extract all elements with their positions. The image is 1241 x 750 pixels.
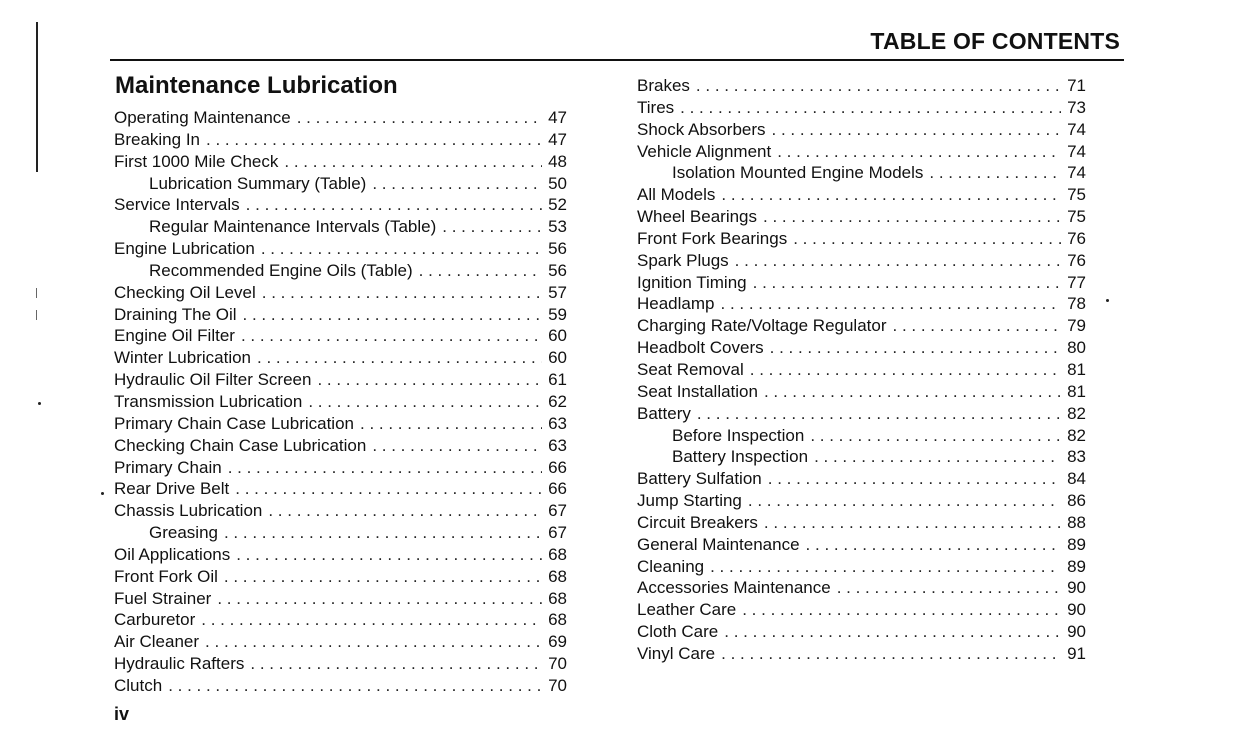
dot-leader	[228, 457, 542, 479]
toc-entry-page: 66	[548, 457, 567, 477]
toc-entry-page: 89	[1067, 556, 1086, 576]
toc-entry-page: 71	[1067, 76, 1086, 95]
toc-entry[interactable]	[114, 413, 567, 435]
scan-speck	[101, 492, 104, 495]
toc-entry-label: Engine Lubrication	[114, 239, 255, 259]
toc-entry-label: General Maintenance	[637, 534, 800, 554]
dot-leader	[806, 534, 1062, 556]
toc-entry-label: Winter Lubrication	[114, 348, 252, 368]
toc-entry[interactable]	[114, 566, 567, 588]
toc-entry-page: 81	[1067, 381, 1086, 401]
toc-entry[interactable]	[637, 315, 1086, 337]
toc-entry-label: Cleaning	[637, 556, 705, 576]
dot-leader	[710, 556, 1061, 578]
toc-entry[interactable]	[114, 151, 567, 173]
margin-line	[36, 22, 38, 172]
toc-entry-page: 56	[548, 239, 567, 259]
toc-entry-label: Ignition Timing	[637, 272, 747, 292]
toc-entry-label: Seat Removal	[637, 359, 744, 379]
toc-entry-page: 73	[1067, 97, 1086, 117]
toc-entry[interactable]	[114, 216, 567, 238]
dot-leader	[257, 347, 542, 369]
toc-entry-page: 47	[548, 129, 567, 149]
dot-leader	[206, 129, 542, 151]
toc-entry-page: 74	[1067, 119, 1086, 139]
toc-entry[interactable]	[637, 556, 1086, 578]
toc-entry[interactable]	[637, 75, 1086, 97]
toc-entry-page: 77	[1067, 272, 1086, 292]
toc-entry-page: 62	[548, 391, 567, 411]
dot-leader	[297, 107, 542, 129]
dot-leader	[442, 216, 542, 238]
toc-entry-page: 70	[548, 675, 567, 695]
toc-entry[interactable]	[114, 194, 567, 216]
toc-entry-page: 57	[548, 282, 567, 302]
toc-entry-label: Carburetor	[114, 610, 196, 630]
toc-entry[interactable]	[114, 522, 567, 544]
dot-leader	[764, 381, 1061, 403]
toc-entry[interactable]	[637, 512, 1086, 534]
dot-leader	[724, 621, 1061, 643]
toc-entry[interactable]	[637, 621, 1086, 643]
toc-column-right	[637, 75, 1086, 665]
toc-entry-label: Hydraulic Rafters	[114, 654, 245, 674]
toc-entry-label: Tires	[637, 97, 675, 117]
dot-leader	[814, 446, 1061, 468]
toc-entry-label: Clutch	[114, 675, 163, 695]
toc-entry-label: First 1000 Mile Check	[114, 151, 279, 171]
toc-entry-label: All Models	[637, 185, 716, 205]
toc-entry-label: Draining The Oil	[114, 304, 237, 324]
dot-leader	[837, 577, 1061, 599]
toc-entry-label: Headbolt Covers	[637, 338, 764, 358]
dot-leader	[246, 194, 542, 216]
dot-leader	[235, 478, 542, 500]
toc-entry[interactable]	[114, 282, 567, 304]
toc-entry[interactable]	[637, 184, 1086, 206]
toc-entry-page: 82	[1067, 403, 1086, 423]
margin-tick	[36, 310, 37, 320]
toc-entry[interactable]	[637, 250, 1086, 272]
toc-entry[interactable]	[637, 337, 1086, 359]
toc-entry-label: Primary Chain Case Lubrication	[114, 413, 354, 433]
toc-entry-page: 69	[548, 632, 567, 652]
toc-entry-label: Air Cleaner	[114, 632, 200, 652]
toc-entry-page: 63	[548, 413, 567, 433]
toc-entry-label: Rear Drive Belt	[114, 479, 230, 499]
toc-entry[interactable]	[637, 228, 1086, 250]
toc-entry-page: 60	[548, 348, 567, 368]
toc-entry[interactable]	[637, 468, 1086, 490]
toc-entry-page: 48	[548, 151, 567, 171]
toc-entry-label: Before Inspection	[672, 425, 805, 445]
toc-entry-page: 84	[1067, 469, 1086, 489]
toc-entry[interactable]	[114, 609, 567, 631]
toc-entry-label: Isolation Mounted Engine Models	[672, 163, 924, 183]
toc-entry-page: 74	[1067, 163, 1086, 183]
toc-entry[interactable]	[637, 272, 1086, 294]
dot-leader	[893, 315, 1062, 337]
toc-entry-page: 61	[548, 370, 567, 390]
toc-entry-label: Circuit Breakers	[637, 512, 758, 532]
toc-entry-label: Primary Chain	[114, 457, 222, 477]
toc-entry[interactable]	[114, 238, 567, 260]
dot-leader	[768, 468, 1061, 490]
toc-entry-page: 90	[1067, 622, 1086, 642]
toc-entry-label: Operating Maintenance	[114, 108, 291, 127]
dot-leader	[205, 631, 542, 653]
dot-leader	[308, 391, 542, 413]
dot-leader	[250, 653, 542, 675]
toc-entry-label: Recommended Engine Oils (Table)	[149, 260, 413, 280]
page-header-title: TABLE OF CONTENTS	[870, 28, 1120, 54]
toc-entry[interactable]	[637, 206, 1086, 228]
dot-leader	[261, 238, 542, 260]
toc-entry[interactable]	[637, 293, 1086, 315]
toc-entry-label: Front Fork Oil	[114, 566, 218, 586]
toc-entry-page: 67	[548, 501, 567, 521]
toc-entry[interactable]	[114, 325, 567, 347]
dot-leader	[721, 184, 1061, 206]
toc-entry-page: 91	[1067, 643, 1086, 663]
toc-entry-label: Accessories Maintenance	[637, 578, 831, 598]
dot-leader	[168, 675, 542, 697]
toc-entry-page: 59	[548, 304, 567, 324]
dot-leader	[793, 228, 1061, 250]
toc-entry[interactable]	[637, 359, 1086, 381]
toc-entry-label: Charging Rate/Voltage Regulator	[637, 316, 887, 336]
toc-entry[interactable]	[114, 304, 567, 326]
toc-entry-page: 76	[1067, 250, 1086, 270]
toc-entry-page: 68	[548, 588, 567, 608]
toc-entry-label: Battery	[637, 403, 691, 423]
toc-entry-page: 86	[1067, 491, 1086, 511]
toc-entry[interactable]	[114, 173, 567, 195]
toc-entry-label: Wheel Bearings	[637, 207, 758, 227]
toc-column-left	[114, 107, 567, 697]
toc-entry-page: 63	[548, 435, 567, 455]
toc-entry-label: Shock Absorbers	[637, 119, 766, 139]
toc-entry[interactable]	[637, 381, 1086, 403]
toc-entry-label: Regular Maintenance Intervals (Table)	[149, 217, 437, 237]
toc-entry[interactable]	[637, 403, 1086, 425]
scan-speck	[38, 402, 41, 405]
toc-entry-label: Service Intervals	[114, 195, 240, 215]
dot-leader	[262, 282, 542, 304]
toc-entry-label: Checking Oil Level	[114, 282, 256, 302]
toc-entry[interactable]	[114, 544, 567, 566]
toc-entry[interactable]	[637, 534, 1086, 556]
dot-leader	[680, 97, 1061, 119]
toc-entry-page: 67	[548, 523, 567, 543]
toc-entry[interactable]	[637, 490, 1086, 512]
toc-entry-label: Hydraulic Oil Filter Screen	[114, 370, 312, 390]
footer-page-number: iv	[114, 704, 130, 724]
toc-entry-page: 82	[1067, 425, 1086, 445]
toc-entry-page: 53	[548, 217, 567, 237]
toc-entry[interactable]	[114, 478, 567, 500]
toc-entry-label: Leather Care	[637, 600, 737, 620]
toc-entry-label: Cloth Care	[637, 622, 719, 642]
toc-entry[interactable]	[114, 675, 567, 697]
dot-leader	[810, 425, 1061, 447]
toc-entry-page: 76	[1067, 228, 1086, 248]
dot-leader	[742, 599, 1061, 621]
toc-entry[interactable]	[114, 107, 567, 129]
toc-entry[interactable]	[114, 457, 567, 479]
toc-entry[interactable]	[114, 260, 567, 282]
toc-entry-page: 75	[1067, 185, 1086, 205]
dot-leader	[696, 75, 1061, 97]
toc-entry[interactable]	[114, 435, 567, 457]
margin-tick	[36, 288, 37, 298]
toc-entry-label: Transmission Lubrication	[114, 391, 303, 411]
dot-leader	[750, 359, 1061, 381]
dot-leader	[735, 250, 1061, 272]
header-rule	[110, 59, 1124, 61]
toc-entry[interactable]	[637, 446, 1086, 468]
toc-entry-page: 90	[1067, 600, 1086, 620]
dot-leader	[777, 141, 1061, 163]
toc-entry-label: Chassis Lubrication	[114, 501, 263, 521]
toc-entry-page: 90	[1067, 578, 1086, 598]
dot-leader	[721, 643, 1061, 665]
toc-entry-page: 79	[1067, 316, 1086, 336]
toc-entry-label: Jump Starting	[637, 491, 742, 511]
toc-entry-label: Greasing	[149, 523, 218, 543]
toc-entry[interactable]	[114, 347, 567, 369]
toc-entry-page: 70	[548, 654, 567, 674]
toc-entry[interactable]	[637, 599, 1086, 621]
toc-entry-label: Engine Oil Filter	[114, 326, 235, 346]
toc-entry-label: Seat Installation	[637, 381, 758, 401]
toc-entry-label: Battery Inspection	[672, 447, 809, 467]
dot-leader	[372, 173, 542, 195]
dot-leader	[929, 162, 1061, 184]
toc-entry-page: 56	[548, 260, 567, 280]
toc-entry-label: Checking Chain Case Lubrication	[114, 435, 367, 455]
dot-leader	[748, 490, 1061, 512]
dot-leader	[372, 435, 542, 457]
toc-entry-label: Lubrication Summary (Table)	[149, 173, 367, 193]
dot-leader	[772, 119, 1062, 141]
toc-entry[interactable]	[114, 588, 567, 610]
toc-entry-page: 52	[548, 195, 567, 215]
toc-entry-page: 88	[1067, 512, 1086, 532]
toc-entry[interactable]	[637, 97, 1086, 119]
toc-entry[interactable]	[637, 425, 1086, 447]
dot-leader	[753, 272, 1061, 294]
toc-entry-page: 50	[548, 173, 567, 193]
toc-entry[interactable]	[114, 631, 567, 653]
toc-entry-page: 47	[548, 108, 567, 127]
toc-entry[interactable]	[114, 369, 567, 391]
dot-leader	[236, 544, 542, 566]
section-title: Maintenance Lubrication	[115, 72, 398, 99]
dot-leader	[763, 206, 1061, 228]
toc-entry-label: Brakes	[637, 76, 690, 95]
dot-leader	[241, 325, 542, 347]
dot-leader	[224, 522, 542, 544]
toc-entry-page: 75	[1067, 207, 1086, 227]
dot-leader	[201, 609, 542, 631]
toc-entry-page: 60	[548, 326, 567, 346]
toc-entry[interactable]	[637, 141, 1086, 163]
dot-leader	[770, 337, 1061, 359]
toc-entry-page: 80	[1067, 338, 1086, 358]
toc-entry-label: Front Fork Bearings	[637, 228, 788, 248]
toc-entry[interactable]	[637, 162, 1086, 184]
toc-entry-label: Vehicle Alignment	[637, 141, 772, 161]
dot-leader	[243, 304, 543, 326]
dot-leader	[764, 512, 1061, 534]
toc-entry[interactable]	[114, 653, 567, 675]
dot-leader	[317, 369, 542, 391]
toc-entry-label: Spark Plugs	[637, 250, 729, 270]
toc-entry[interactable]	[114, 391, 567, 413]
toc-entry-label: Fuel Strainer	[114, 588, 212, 608]
dot-leader	[419, 260, 542, 282]
toc-entry-page: 68	[548, 544, 567, 564]
dot-leader	[217, 588, 542, 610]
dot-leader	[721, 293, 1062, 315]
toc-entry[interactable]	[637, 119, 1086, 141]
toc-entry-page: 89	[1067, 534, 1086, 554]
dot-leader	[697, 403, 1061, 425]
toc-entry-page: 66	[548, 479, 567, 499]
toc-entry[interactable]	[637, 643, 1086, 665]
toc-entry-label: Breaking In	[114, 129, 200, 149]
toc-entry[interactable]	[114, 129, 567, 151]
toc-entry-label: Headlamp	[637, 294, 715, 314]
toc-entry-page: 83	[1067, 447, 1086, 467]
dot-leader	[268, 500, 542, 522]
toc-entry-page: 74	[1067, 141, 1086, 161]
toc-entry-label: Vinyl Care	[637, 643, 716, 663]
toc-entry[interactable]	[637, 577, 1086, 599]
toc-entry[interactable]	[114, 500, 567, 522]
toc-entry-page: 78	[1067, 294, 1086, 314]
toc-entry-page: 68	[548, 610, 567, 630]
toc-entry-label: Oil Applications	[114, 544, 231, 564]
toc-entry-label: Battery Sulfation	[637, 469, 762, 489]
dot-leader	[360, 413, 542, 435]
scan-speck	[1106, 299, 1109, 302]
toc-entry-page: 68	[548, 566, 567, 586]
dot-leader	[284, 151, 542, 173]
dot-leader	[224, 566, 542, 588]
toc-entry-page: 81	[1067, 359, 1086, 379]
